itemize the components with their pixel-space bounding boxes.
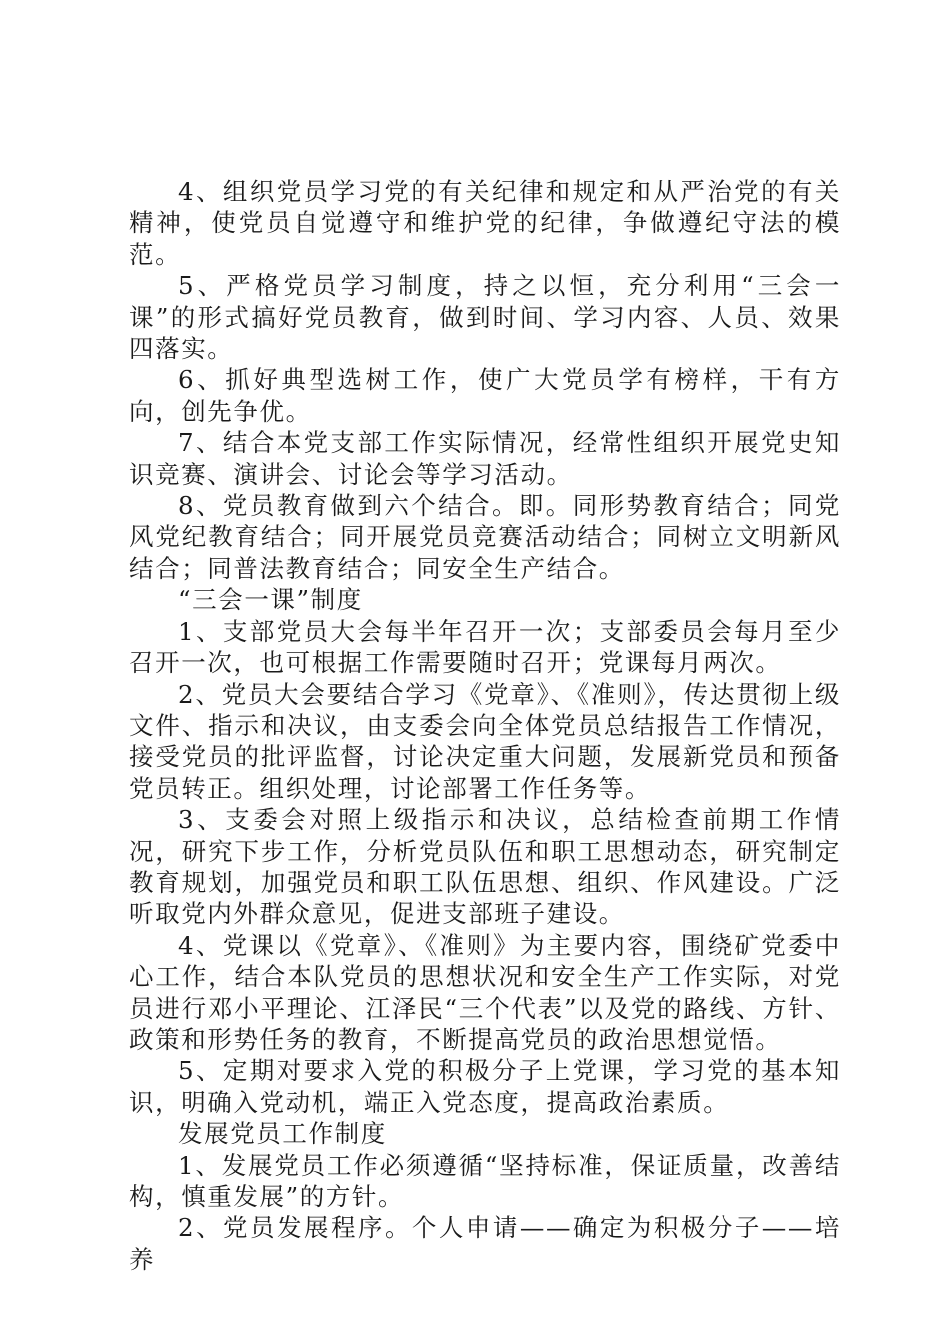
section-heading-member-development: 发展党员工作制度 — [178, 1119, 387, 1149]
paragraph-study-system: 5、严格党员学习制度，持之以恒，充分利用“三会一课”的形式搞好党员教育，做到时间、学习内容、人员、效果四落实。 — [129, 271, 841, 364]
paragraph-study-activities: 7、结合本党支部工作实际情况，经常性组织开展党史知识竞赛、演讲会、讨论会等学习活动。 — [129, 428, 841, 489]
document-page — [129, 176, 841, 1275]
paragraph-general-meeting: 2、党员大会要结合学习《党章》、《准则》，传达贯彻上级文件、指示和决议，由支委会向全体党员总结报告工作情况，接受党员的批评监督，讨论决定重大问题，发展新党员和预备党员转正。组织处理，讨论部署工作任务等。 — [129, 679, 841, 803]
paragraph-party-discipline: 4、组织党员学习党的有关纪律和规定和从严治党的有关精神，使党员自觉遵守和维护党的纪律，争做遵纪守法的模范。 — [129, 177, 841, 269]
paragraph-meeting-frequency: 1、支部党员大会每半年召开一次；支部委员会每月至少召开一次，也可根据工作需要随时召开；党课每月两次。 — [129, 616, 841, 678]
paragraph-activist-lecture: 5、定期对要求入党的积极分子上党课，学习党的基本知识，明确入党动机，端正入党态度，提高政治素质。 — [129, 1056, 841, 1117]
paragraph-party-lecture: 4、党课以《党章》、《准则》为主要内容，围绕矿党委中心工作，结合本队党员的思想状况和安全生产工作实际，对党员进行邓小平理论、江泽民“三个代表”以及党的路线、方针、政策和形势任务的教育，不断提高党员的政治思想觉悟。 — [129, 930, 841, 1054]
paragraph-committee-meeting: 3、支委会对照上级指示和决议，总结检查前期工作情况，研究下步工作，分析党员队伍和职工思想动态，研究制定教育规划，加强党员和职工队伍思想、组织、作风建设。广泛听取党内外群众意见，促进支部班子建设。 — [129, 805, 841, 929]
paragraph-development-procedure: 2、党员发展程序。个人申请——确定为积极分子——培养 — [129, 1213, 841, 1274]
paragraph-role-models: 6、抓好典型选树工作，使广大党员学有榜样，干有方向，创先争优。 — [129, 365, 841, 426]
section-heading-three-meetings: “三会一课”制度 — [178, 585, 363, 615]
paragraph-six-combinations: 8、党员教育做到六个结合。即。同形势教育结合；同党风党纪教育结合；同开展党员竞赛活动结合；同树立文明新风结合；同普法教育结合；同安全生产结合。 — [129, 491, 841, 583]
paragraph-development-policy: 1、发展党员工作必须遵循“坚持标准，保证质量，改善结构，慎重发展”的方针。 — [129, 1150, 841, 1211]
